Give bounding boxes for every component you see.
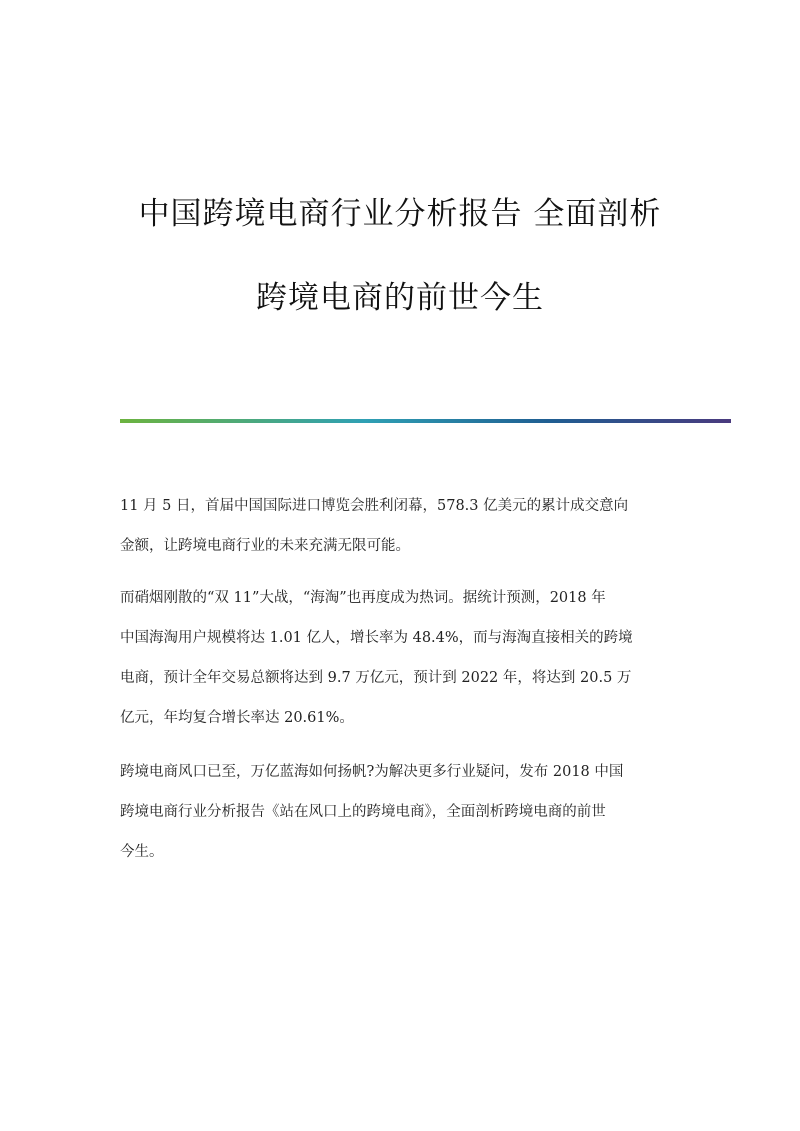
gradient-divider [120, 419, 731, 423]
paragraph-2-line-2: 中国海淘用户规模将达 1.01 亿人，增长率为 48.4%，而与海淘直接相关的跨境 [120, 630, 633, 646]
paragraph-2 [120, 578, 690, 738]
paragraph-2-line-1: 而硝烟刚散的“双 11”大战，“海淘”也再度成为热词。据统计预测，2018 年 [120, 590, 606, 606]
paragraph-3-line-1: 跨境电商风口已至，万亿蓝海如何扬帆?为解决更多行业疑问，发布 2018 中国 [120, 764, 624, 780]
title-line-2: 跨境电商的前世今生 [256, 280, 544, 316]
title-line-1: 中国跨境电商行业分析报告 全面剖析 [138, 196, 662, 232]
paragraph-3-line-2: 跨境电商行业分析报告《站在风口上的跨境电商》，全面剖析跨境电商的前世 [120, 804, 606, 820]
paragraph-3-line-3: 今生。 [120, 844, 164, 860]
paragraph-2-line-4: 亿元，年均复合增长率达 20.61%。 [120, 710, 354, 726]
paragraph-3 [120, 752, 690, 872]
paragraph-1 [120, 486, 690, 566]
paragraph-1-line-2: 金额，让跨境电商行业的未来充满无限可能。 [120, 538, 410, 554]
paragraph-1-line-1: 11 月 5 日，首届中国国际进口博览会胜利闭幕，578.3 亿美元的累计成交意向 [120, 498, 629, 514]
paragraph-2-line-3: 电商，预计全年交易总额将达到 9.7 万亿元，预计到 2022 年，将达到 20.5 万 [120, 670, 632, 686]
